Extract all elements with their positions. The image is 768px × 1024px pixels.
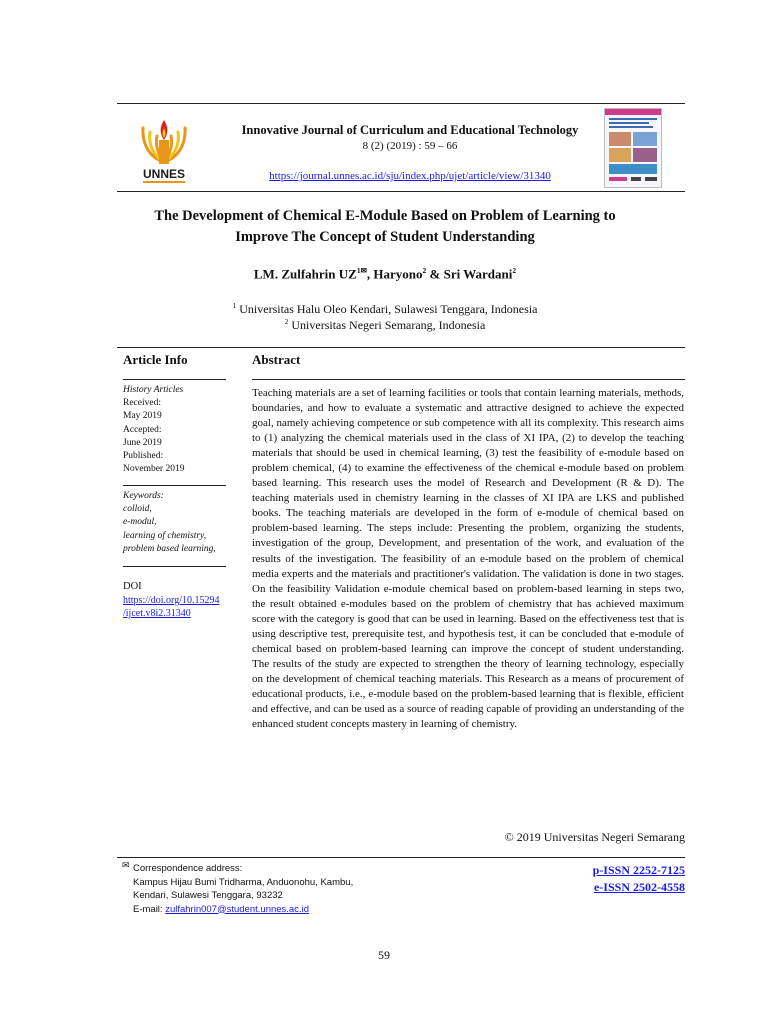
journal-url-wrap <box>200 170 620 182</box>
author-affiliation-mark: 2 <box>512 266 517 275</box>
correspondence-email-row <box>123 903 353 917</box>
p-issn <box>540 863 685 878</box>
history-block <box>123 384 233 476</box>
correspondence-address-line2: Kendari, Sulawesi Tenggara, 93232 <box>133 890 283 901</box>
unnes-logo <box>133 110 195 188</box>
affiliation-text: Universitas Halu Oleo Kendari, Sulawesi Tenggara, Indonesia <box>239 302 538 316</box>
email-link[interactable]: zulfahrin007@student.unnes.ac.id <box>165 903 309 915</box>
p-issn-link[interactable]: p-ISSN 2252-7125 <box>592 863 685 877</box>
journal-issue: 8 (2) (2019) : 59 – 66 <box>362 140 458 152</box>
e-issn <box>540 880 685 895</box>
doi-link-line2: /ijcet.v8i2.31340 <box>123 608 191 619</box>
keyword-item: problem based learning, <box>123 543 216 554</box>
doi-link[interactable] <box>123 595 220 619</box>
correspondence-address-line1: Kampus Hijau Bumi Tridharma, Anduonohu, Kambu, <box>133 876 354 888</box>
doi-link-wrap <box>123 594 241 620</box>
top-rule <box>117 103 685 104</box>
history-received-label: Received: <box>123 398 161 409</box>
author-name: Haryono <box>373 266 423 282</box>
keyword-item: colloid, <box>123 504 152 515</box>
keywords-block <box>123 490 233 556</box>
email-label: E-mail: <box>133 903 163 915</box>
history-published-date: November 2019 <box>123 464 185 475</box>
keyword-item: e-modul, <box>123 517 157 528</box>
affiliation-text: Universitas Negeri Semarang, Indonesia <box>291 318 486 332</box>
affiliation <box>120 317 650 333</box>
abstract-rule <box>252 379 685 380</box>
history-accepted-date: June 2019 <box>123 437 162 448</box>
correspondence-label: Correspondence address: <box>133 863 243 874</box>
page-number: 59 <box>378 948 390 962</box>
author-list: LM. Zulfahrin $UZ^{1✉}$, Haryono$^2$ & Sri Wardani$^2$ <box>253 266 517 282</box>
author-name: Sri Wardani <box>443 266 513 282</box>
logo-text: UNNES <box>142 167 186 181</box>
keywords-label: Keywords: <box>123 491 164 501</box>
history-label: History Articles <box>123 385 184 395</box>
history-published-label: Published: <box>123 451 164 462</box>
journal-url-link[interactable]: https://journal.unnes.ac.id/sju/index.php/ujet/article/view/31340 <box>269 170 551 182</box>
abstract-heading: Abstract <box>252 352 301 367</box>
paper-title-line1: The Development of Chemical E-Module Based on Problem of Learning to <box>154 208 616 224</box>
footer-rule <box>117 857 685 858</box>
keywords-rule <box>123 566 226 567</box>
author-affiliation-mark: 2 <box>422 266 427 275</box>
abstract-text: Teaching materials are a set of learning facilities or tools that contain learning materials, methods, boundaries, and how to evaluate a systematic and attractive designed to achieve the expected goal, namely achieving competence or sub competence with all its complexity. This research aims to (1) analyzing the chemical materials used in the class of XI IPA, (2) to develop the teaching materials that should be used in chemical learning, (3) test the feasibility of e-module based on problem chemical, (4) to examine the effectiveness of the chemical e-module based on problem based learning. This research uses the model of Research and Development (R & D). The teaching materials used in chemistry learning in the classes of XI IPA are LKS and published books. The teaching materials are developed in the form of e-module of chemical based on problem-based learning. The steps include: Presenting the problem, organizing the students, investigation of the group, Development, and presentation of the work, and evaluation of the results of the investigation. The feasibility of an e-module based on the problem of chemical media experts and the materials and practitioner's validation. The validation is done in two stages. On the feasibility Validation e-module chemical based on problem-based learning in steps two, the result obtained e-modules based on the problem of chemistry that has achieved maximum score with the category is good that can be used in learning. Based on the effectiveness test that is using descriptive test, prerequisite test, and hypothesis test, it can be concluded that e-module of chemical based on problem-based learning can improve the concept of student understanding. The results of the study are expected to strengthen the theory of learning technology, especially on the development of chemical teaching materials. This Research as a means of procurement of educational products, i.e., e-module based on the problem-based learning that is flexible, efficient and effective, and can be used as a source of reading capable of providing an understanding of the enhanced student concepts mastery in learning of chemistry. <box>252 387 684 731</box>
paper-title-line2: Improve The Concept of Student Understanding <box>235 229 535 245</box>
article-info-heading: Article Info <box>123 352 188 367</box>
history-rule <box>123 485 226 486</box>
correspondence-block <box>123 862 353 916</box>
section-rule <box>117 347 685 348</box>
envelope-icon: ✉ <box>122 860 130 870</box>
keyword-item: learning of chemistry, <box>123 530 207 541</box>
article-info-rule <box>123 379 226 380</box>
copyright-notice: © 2019 Universitas Negeri Semarang <box>504 830 685 844</box>
author-name: LM. Zulfahrin UZ <box>253 266 357 282</box>
journal-title: Innovative Journal of Curriculum and Educational Technology <box>241 123 579 137</box>
doi-link-line1: https://doi.org/10.15294 <box>123 595 220 606</box>
history-received-date: May 2019 <box>123 411 162 422</box>
history-accepted-label: Accepted: <box>123 424 162 435</box>
affiliation <box>120 301 650 317</box>
affiliation-mark: 2 <box>284 317 289 326</box>
header-rule <box>117 191 685 192</box>
paper-title <box>120 206 650 248</box>
journal-cover-image <box>604 108 662 188</box>
affiliation-mark: 1 <box>232 301 237 310</box>
doi-label: DOI <box>123 581 142 592</box>
author-affiliation-mark: 1✉ <box>356 266 367 275</box>
e-issn-link[interactable]: e-ISSN 2502-4558 <box>593 880 685 894</box>
